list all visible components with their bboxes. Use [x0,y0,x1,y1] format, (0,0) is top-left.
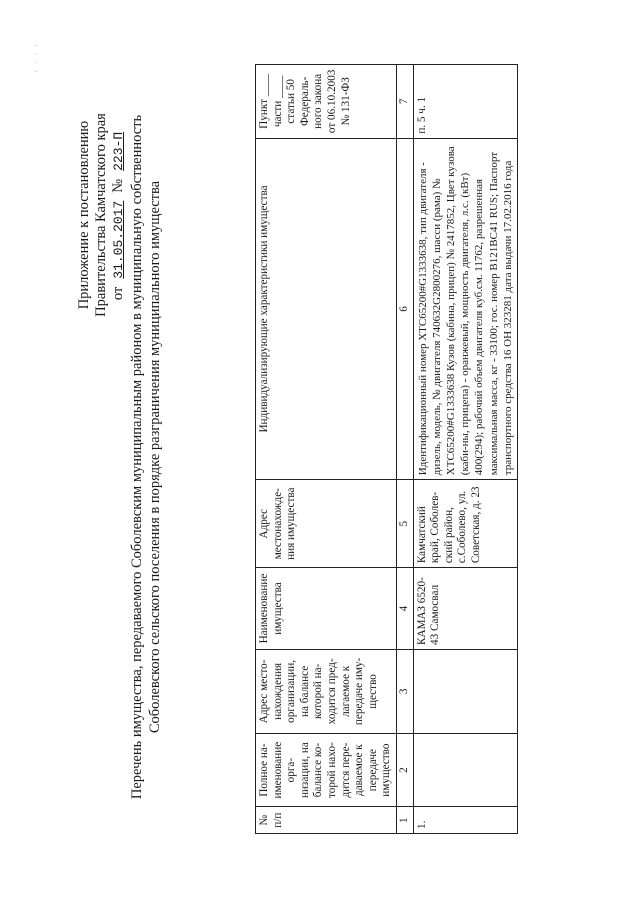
row-clause: п. 5 ч. 1 [413,65,517,139]
column-number: 4 [396,568,413,650]
header-line-2: Правительства Камчатского края [93,113,109,317]
document-title [128,72,164,842]
column-number: 1 [396,807,413,834]
header-cell-characteristics: Индивидуализирующие характеристики имущества [256,138,397,480]
header-cell-num: № п/п [256,807,397,834]
header-cell-org: Полное на-именование орга-низации, на балансе ко-торой нахо-дится пере-даваемое к передаче имущество [256,733,397,807]
header-line-1: Приложение к постановлению [76,120,92,310]
column-number: 7 [396,65,413,139]
title-line-2: Соболевского сельского поселения в порядке разграничения муниципального имущества [147,180,163,734]
header-cell-org-address: Адрес место-нахождения организации, на балансе которой на-ходится пред-лагаемое к передаче иму-щество [256,649,397,733]
header-date-number [110,80,127,350]
table-header-row [256,65,397,834]
document-page [18,42,618,872]
title-line-1: Перечень имущества, передаваемого Соболевским муниципальным районом в муниципальную собственность [129,114,145,800]
row-org-address [413,649,517,733]
table-row [413,65,517,834]
corner-mark: · · · · [32,42,41,73]
header-cell-clause: Пункт ____ части ____ статьи 50 Федераль-ного закона от 06.10.2003 № 131-ФЗ [256,65,397,139]
document-date: 31.05.2017 [111,200,126,279]
column-number: 5 [396,480,413,568]
row-org [413,733,517,807]
column-number: 3 [396,649,413,733]
row-number: 1. [413,807,517,834]
document-number: 223-П [111,131,126,171]
row-property-address: Камчатский край, Соболев-ский район, с.Соболево, ул. Советская, д. 23 [413,480,517,568]
row-characteristics: Идентификационный номер XTC65200#G1333638, тип двигателя - дизель, модель, № двигателя 740632G2800276, шасси (рама) № XTC65200#G1333638 Кузов (кабина, прицеп) № 2417852, Цвет кузова (каби-ны, прицепа) - оранжевый, мощность двигателя, л.с. (кВт) 400(294); рабочий объем двигателя куб.см. 11762, разрешенная максимальная масса, кг - 33100; гос. номер В121ВС41 RUS; Паспорт транспортного средства 16 ОН 323281 дата выдачи 17.02.2016 года [413,138,517,480]
number-label: № [110,178,126,193]
header-cell-name: Наименование имущества [256,568,397,650]
appendix-header [76,80,127,350]
property-table [255,64,518,834]
column-number: 2 [396,733,413,807]
row-property-name: КАМАЗ 6520-43 Самосвал [413,568,517,650]
header-cell-address: Адрес местонахожде-ния имущества [256,480,397,568]
from-label: от [110,286,126,301]
column-number: 6 [396,138,413,480]
column-number-row [396,65,413,834]
